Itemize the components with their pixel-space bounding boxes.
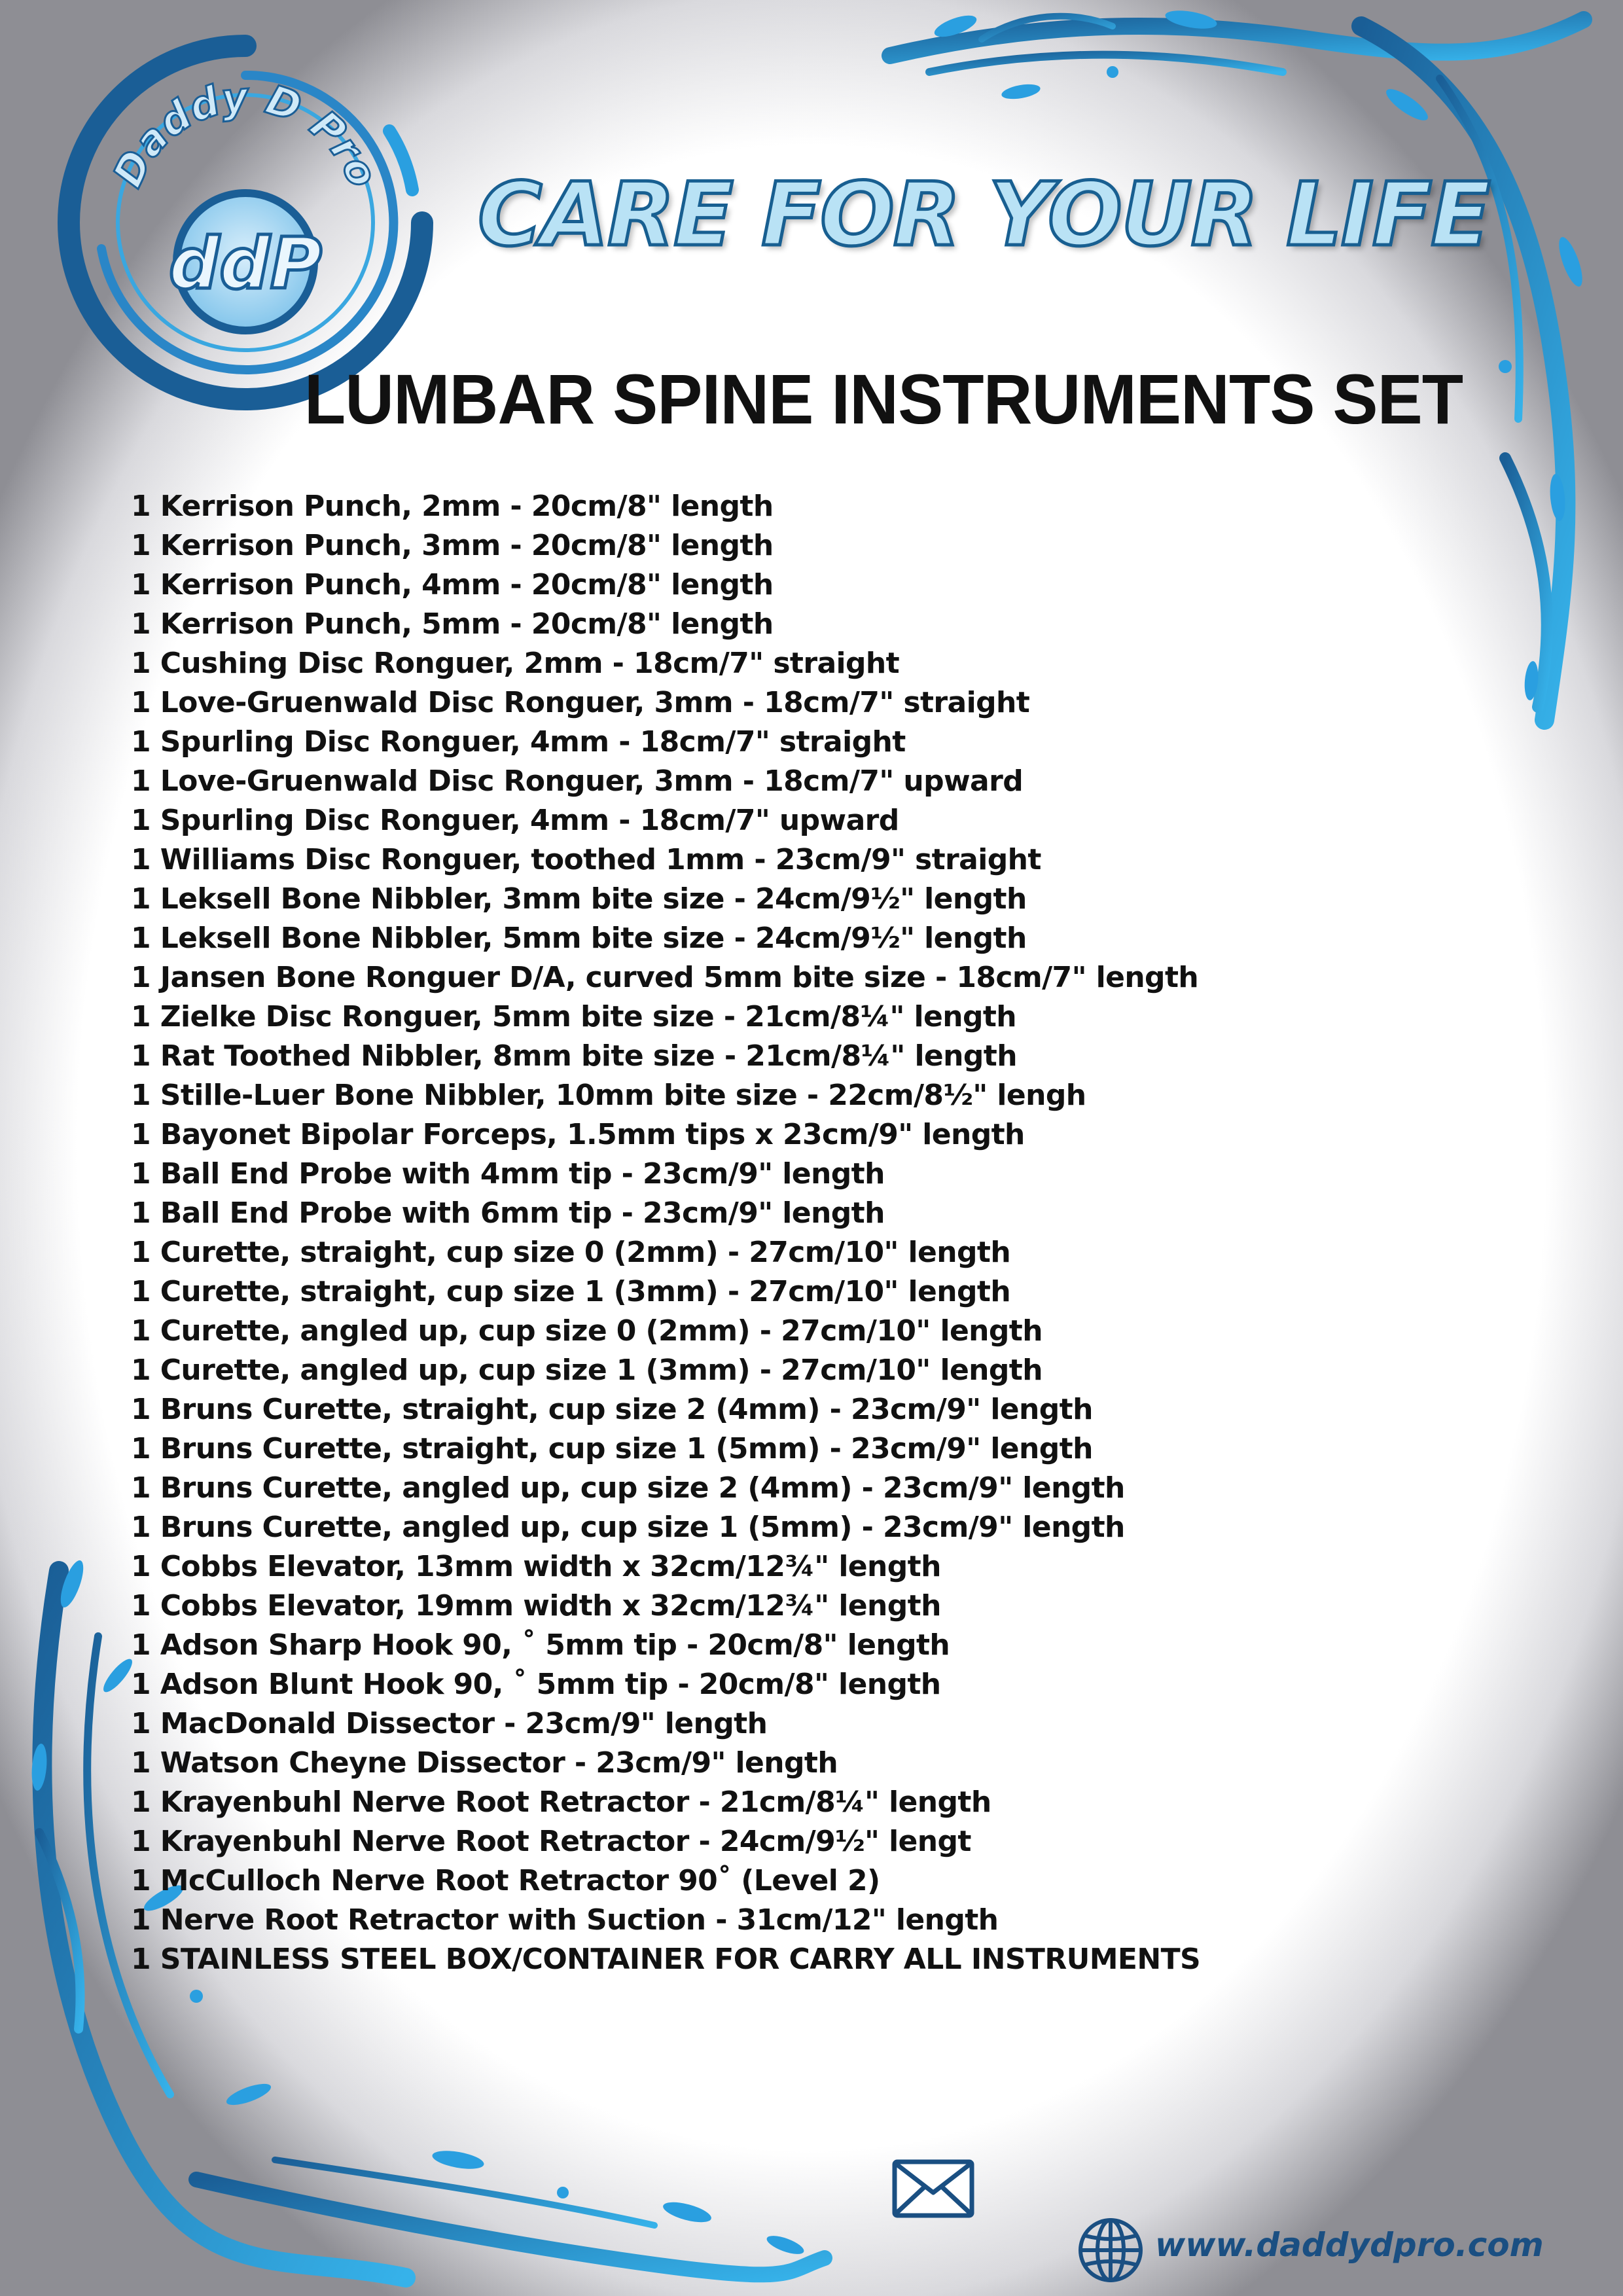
list-item: 1 Adson Blunt Hook 90, ˚ 5mm tip - 20cm/8" length [131, 1668, 941, 1701]
list-item: 1 Cushing Disc Ronguer, 2mm - 18cm/7" straight [131, 647, 900, 680]
list-item: 1 Bruns Curette, angled up, cup size 1 (5mm) - 23cm/9" length [131, 1511, 1125, 1544]
logo-text: Daddy D Pro [103, 73, 387, 194]
tagline: CARE FOR YOUR LIFE [478, 164, 1489, 266]
list-item: 1 Cobbs Elevator, 13mm width x 32cm/12¾" length [131, 1550, 941, 1583]
list-item: 1 Spurling Disc Ronguer, 4mm - 18cm/7" upward [131, 804, 899, 837]
list-item: 1 Bayonet Bipolar Forceps, 1.5mm tips x 23cm/9" length [131, 1118, 1025, 1151]
list-item: 1 Ball End Probe with 6mm tip - 23cm/9" length [131, 1196, 885, 1230]
list-item: 1 Bruns Curette, straight, cup size 2 (4mm) - 23cm/9" length [131, 1393, 1093, 1426]
list-item: 1 Curette, straight, cup size 1 (3mm) - 27cm/10" length [131, 1275, 1011, 1308]
list-item: 1 Zielke Disc Ronguer, 5mm bite size - 21cm/8¼" length [131, 1000, 1016, 1033]
list-item: 1 MacDonald Dissector - 23cm/9" length [131, 1707, 768, 1740]
list-item: 1 Curette, angled up, cup size 0 (2mm) - 27cm/10" length [131, 1314, 1043, 1348]
list-item: 1 Ball End Probe with 4mm tip - 23cm/9" length [131, 1157, 885, 1191]
list-item: 1 Adson Sharp Hook 90, ˚ 5mm tip - 20cm/8" length [131, 1628, 950, 1662]
list-item: 1 STAINLESS STEEL BOX/CONTAINER FOR CARRY ALL INSTRUMENTS [131, 1943, 1201, 1976]
list-item: 1 Kerrison Punch, 4mm - 20cm/8" length [131, 568, 774, 601]
list-item: 1 Bruns Curette, straight, cup size 1 (5mm) - 23cm/9" length [131, 1432, 1093, 1465]
list-item: 1 Nerve Root Retractor with Suction - 31cm/12" length [131, 1903, 999, 1937]
list-item: 1 Spurling Disc Ronguer, 4mm - 18cm/7" straight [131, 725, 906, 759]
svg-text:Daddy D Pro [103, 73, 387, 194]
list-item: 1 Bruns Curette, angled up, cup size 2 (4mm) - 23cm/9" length [131, 1471, 1125, 1505]
list-item: 1 Krayenbuhl Nerve Root Retractor - 21cm/8¼" length [131, 1785, 991, 1819]
list-item: 1 Kerrison Punch, 5mm - 20cm/8" length [131, 607, 774, 641]
list-item: 1 Cobbs Elevator, 19mm width x 32cm/12¾" length [131, 1589, 941, 1623]
website-link[interactable]: www.daddydpro.com [1155, 2226, 1544, 2264]
list-item: 1 Love-Gruenwald Disc Ronguer, 3mm - 18cm/7" straight [131, 686, 1030, 719]
logo-monogram: ddP [169, 223, 322, 305]
envelope-icon[interactable] [891, 2159, 975, 2219]
list-item: 1 Watson Cheyne Dissector - 23cm/9" length [131, 1746, 838, 1780]
list-item: 1 Krayenbuhl Nerve Root Retractor - 24cm/9½" lengt [131, 1825, 971, 1858]
list-item: 1 Kerrison Punch, 3mm - 20cm/8" length [131, 529, 774, 562]
page-title: LUMBAR SPINE INSTRUMENTS SET [304, 359, 1463, 439]
list-item: 1 Leksell Bone Nibbler, 3mm bite size - 24cm/9½" length [131, 882, 1027, 916]
list-item: 1 Love-Gruenwald Disc Ronguer, 3mm - 18cm/7" upward [131, 764, 1024, 798]
list-item: 1 McCulloch Nerve Root Retractor 90˚ (Level 2) [131, 1864, 880, 1897]
list-item: 1 Kerrison Punch, 2mm - 20cm/8" length [131, 490, 774, 523]
list-item: 1 Curette, straight, cup size 0 (2mm) - 27cm/10" length [131, 1236, 1011, 1269]
list-item: 1 Stille-Luer Bone Nibbler, 10mm bite size - 22cm/8½" lengh [131, 1079, 1086, 1112]
list-item: 1 Rat Toothed Nibbler, 8mm bite size - 21cm/8¼" length [131, 1039, 1017, 1073]
globe-icon [1077, 2216, 1145, 2284]
instrument-list [131, 487, 1200, 1979]
list-item: 1 Jansen Bone Ronguer D/A, curved 5mm bite size - 18cm/7" length [131, 961, 1199, 994]
list-item: 1 Leksell Bone Nibbler, 5mm bite size - 24cm/9½" length [131, 922, 1027, 955]
list-item: 1 Curette, angled up, cup size 1 (3mm) - 27cm/10" length [131, 1354, 1043, 1387]
list-item: 1 Williams Disc Ronguer, toothed 1mm - 23cm/9" straight [131, 843, 1041, 876]
